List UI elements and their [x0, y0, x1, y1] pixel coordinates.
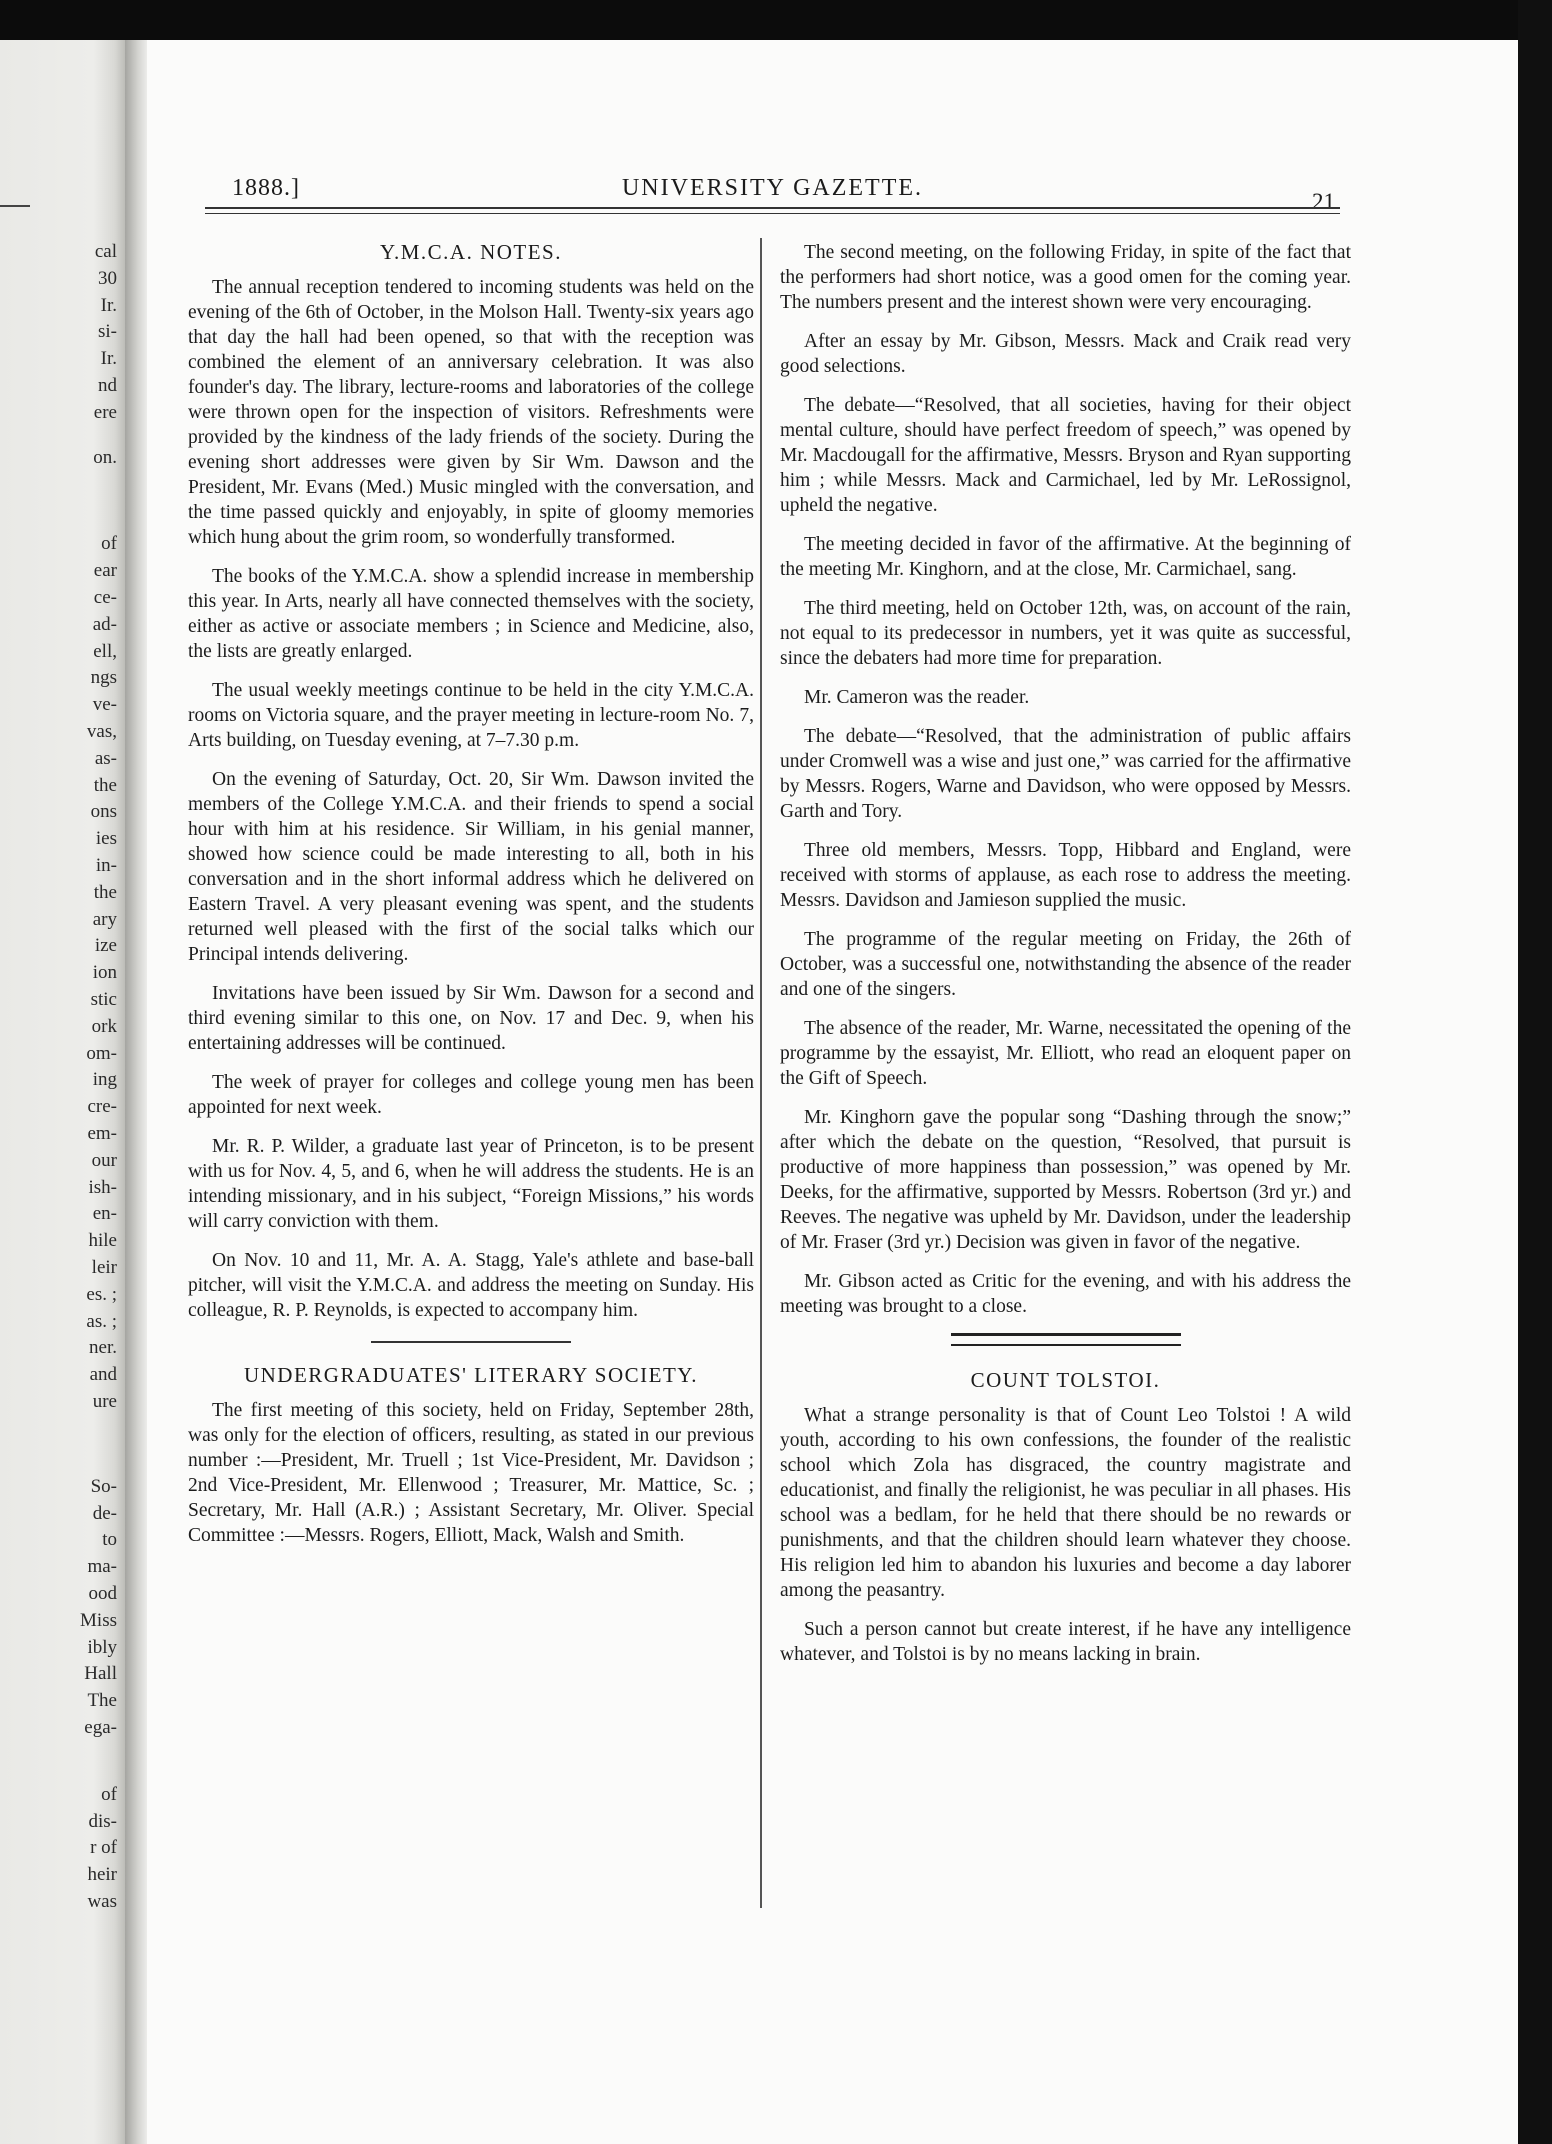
article-paragraph: The programme of the regular meeting on Friday, the 26th of October, was a successful one, notwithstanding the absence of the reader and one of the singers. [780, 929, 1351, 1000]
facing-page-fragment: cal [94, 241, 117, 262]
header-title: UNIVERSITY GAZETTE. [621, 175, 924, 201]
header-year: 1888.] [232, 175, 300, 201]
scan-right-border [1518, 0, 1552, 2144]
article-paragraph: Mr. R. P. Wilder, a graduate last year of Princeton, is to be present with us for Nov. 4, 5, and 6, when he will address the students. He is an intending missionary, and in his subject, “Foreign Missions,” his words will carry conviction with them. [188, 1136, 754, 1232]
facing-page-fragment: of [101, 1783, 117, 1805]
article-paragraph: The third meeting, held on October 12th, was, on account of the rain, not equal to its predecessor in numbers, yet it was quite as successful, since the debaters had more time for preparation. [780, 598, 1351, 669]
article-paragraph: On Nov. 10 and 11, Mr. A. A. Stagg, Yale's athlete and base-ball pitcher, will visit the Y.M.C.A. and address the meeting on Sunday. His colleague, R. P. Reynolds, is expected to accompany him. [188, 1250, 754, 1321]
facing-page-fragment: nd [98, 375, 117, 396]
article-paragraph: Such a person cannot but create interest, if he have any intelligence whatever, and Tolstoi is by no means lacking in brain. [780, 1619, 1351, 1665]
article-paragraph: The first meeting of this society, held on Friday, September 28th, was only for the election of officers, resulting, as stated in our previous number :—President, Mr. Truell ; 1st Vice-President, Mr. Davidson ; 2nd Vice-President, Mr. Ellenwood ; Treasurer, Mr. Mattice, Sc. ; Secretary, Mr. Hall (A.R.) ; Assistant Secretary, Mr. Oliver. Special Committee :—Messrs. Rogers, Elliott, Mack, Walsh and Smith. [188, 1400, 754, 1546]
facing-page-fragment: ve- [92, 694, 117, 716]
facing-page-fragment: ary [92, 908, 117, 930]
left-column [188, 240, 754, 1562]
facing-page-fragment: hile [88, 1230, 117, 1252]
facing-page-fragment: ons [90, 801, 117, 823]
article-paragraph: After an essay by Mr. Gibson, Messrs. Mack and Craik read very good selections. [780, 331, 1351, 377]
facing-page-fragment: ies [95, 828, 117, 850]
facing-page-rule [0, 205, 30, 207]
facing-page-fragment: ood [88, 1583, 117, 1604]
facing-page-fragment: si- [98, 321, 117, 343]
facing-page-fragment: to [102, 1529, 117, 1551]
literary-society-article [188, 1363, 754, 1548]
facing-page-fragment: So- [90, 1475, 117, 1497]
facing-page-fragment: vas, [86, 721, 117, 742]
article-paragraph: On the evening of Saturday, Oct. 20, Sir Wm. Dawson invited the members of the College Y.M.C.A. and their friends to spend a social hour with him at his residence. Sir William, in his genial manner, showed how science could be made interesting to all, both in his conversation and in the short informal address which he delivered on Eastern Travel. A very pleasant evening was spent, and the students returned well pleased with the first of the social talks which our Principal intends delivering. [188, 769, 754, 965]
facing-page-fragment: ure [92, 1391, 117, 1412]
facing-page-fragment: ion [92, 962, 117, 984]
facing-page-fragment: of [101, 533, 117, 555]
facing-page-fragment: leir [91, 1257, 117, 1278]
facing-page-fragment: de- [92, 1502, 117, 1524]
facing-page-fragment: en- [92, 1203, 117, 1225]
facing-page-fragment: ega- [84, 1717, 117, 1738]
facing-page-fragment: on. [93, 446, 117, 468]
facing-page-fragment: ner. [89, 1337, 117, 1359]
facing-page-fragment: Ir. [100, 294, 117, 316]
article-paragraph: What a strange personality is that of Count Leo Tolstoi ! A wild youth, according to his own confessions, the founder of the realistic school which Zola has disgraced, the country magistrate and educationist, and finally the religionist, he was peculiar in all phases. His school was a bedlam, for he held that there should be no rewards or punishments, and that the children should learn whatever they choose. His religion led him to abandon his luxuries and become a day laborer among the peasantry. [780, 1405, 1351, 1601]
article-paragraph: Invitations have been issued by Sir Wm. Dawson for a second and third evening similar to this one, on Nov. 17 and Dec. 9, when his entertaining addresses will be continued. [188, 983, 754, 1054]
article-paragraph: Three old members, Messrs. Topp, Hibbard and England, were received with storms of applause, as each rose to address the meeting. Messrs. Davidson and Jamieson supplied the music. [780, 840, 1351, 911]
header-rule [205, 207, 1340, 214]
facing-page-fragment: our [91, 1149, 117, 1171]
article-paragraph: The meeting decided in favor of the affirmative. At the beginning of the meeting Mr. Kinghorn, and at the close, Mr. Carmichael, sang. [780, 534, 1351, 580]
facing-page-fragment: Miss [80, 1609, 117, 1631]
facing-page-fragment: the [93, 774, 117, 796]
facing-page-fragment: 30 [98, 267, 117, 289]
facing-page-fragment: ing [92, 1069, 117, 1091]
ymca-notes-article [188, 240, 754, 1323]
facing-page-fragment: heir [87, 1864, 117, 1886]
facing-page-fragment: The [87, 1690, 117, 1712]
facing-page-fragment: ish- [88, 1176, 117, 1198]
facing-page-fragment: ibly [87, 1636, 117, 1658]
page-number: 21 [1312, 189, 1335, 214]
right-column [780, 240, 1351, 1681]
facing-page-fragment: cre- [87, 1096, 117, 1118]
ymca-notes-heading: Y.M.C.A. NOTES. [380, 240, 562, 264]
facing-page-fragment: dis- [88, 1810, 117, 1832]
count-tolstoi-article [780, 1368, 1351, 1667]
facing-page-fragment: ere [93, 401, 117, 423]
facing-page-fragment: in- [95, 855, 117, 876]
article-paragraph: The week of prayer for colleges and college young men has been appointed for next week. [188, 1072, 754, 1118]
literary-society-continued [780, 240, 1351, 1319]
article-paragraph: The usual weekly meetings continue to be held in the city Y.M.C.A. rooms on Victoria square, and the prayer meeting in lecture-room No. 7, Arts building, on Tuesday evening, at 7–7.30 p.m. [188, 680, 754, 751]
section-separator [371, 1341, 571, 1343]
literary-society-heading: UNDERGRADUATES' LITERARY SOCIETY. [243, 1363, 699, 1387]
article-paragraph: The second meeting, on the following Friday, in spite of the fact that the performers had short notice, was a good omen for the coming year. The numbers present and the interest shown were very encouraging. [780, 242, 1351, 313]
facing-page-fragment: ad- [92, 613, 117, 635]
facing-page-fragment: em- [87, 1123, 117, 1144]
facing-page-fragment: Ir. [100, 348, 117, 370]
facing-page-fragment: Hall [84, 1663, 117, 1685]
facing-page-edge [0, 40, 125, 2144]
facing-page-fragment: es. ; [86, 1283, 117, 1305]
count-tolstoi-heading: COUNT TOLSTOI. [970, 1368, 1161, 1392]
facing-page-fragment: ce- [93, 587, 117, 608]
facing-page-fragment: ork [91, 1015, 117, 1037]
article-paragraph: Mr. Cameron was the reader. [804, 687, 1030, 708]
article-paragraph: Mr. Gibson acted as Critic for the evening, and with his address the meeting was brought to a close. [780, 1271, 1351, 1317]
article-paragraph: The books of the Y.M.C.A. show a splendid increase in membership this year. In Arts, nearly all have connected themselves with the society, either as active or associate members ; in Science and Medicine, also, the lists are greatly enlarged. [188, 566, 754, 662]
article-paragraph: The absence of the reader, Mr. Warne, necessitated the opening of the programme by the essayist, Mr. Elliott, who read an eloquent paper on the Gift of Speech. [780, 1018, 1351, 1089]
book-gutter [125, 40, 147, 2144]
facing-page-fragment: as. ; [86, 1310, 117, 1332]
article-paragraph: The debate—“Resolved, that the administration of public affairs under Cromwell was a wise and just one,” was carried for the affirmative by Messrs. Rogers, Warne and Davidson, who were opposed by Messrs. Garth and Tory. [780, 726, 1351, 822]
page-header [200, 175, 1345, 214]
facing-page-fragment: om- [86, 1042, 117, 1064]
article-paragraph: Mr. Kinghorn gave the popular song “Dashing through the snow;” after which the debate on the question, “Resolved, that pursuit is productive of more happiness than possession,” was opened by Mr. Deeks, for the affirmative, supported by Messrs. Robertson (3rd yr.) and Reeves. The negative was upheld by Mr. Davidson, under the leadership of Mr. Fraser (3rd yr.) Decision was given in favor of the negative. [780, 1107, 1351, 1253]
facing-page-fragment: r of [90, 1837, 117, 1859]
column-divider [760, 238, 762, 1908]
facing-page-fragment: stic [90, 989, 117, 1010]
scan-top-border [0, 0, 1552, 40]
facing-page-fragment: ngs [90, 667, 117, 689]
facing-page-fragment: the [93, 881, 117, 903]
facing-page-fragment: as- [94, 747, 117, 769]
facing-page-fragment: ma- [87, 1556, 117, 1578]
facing-page-fragment: was [87, 1891, 117, 1912]
facing-page-fragment: ear [93, 560, 117, 582]
facing-page-fragment: ell, [93, 640, 117, 662]
article-paragraph: The debate—“Resolved, that all societies, having for their object mental culture, should have perfect freedom of speech,” was opened by Mr. Macdougall for the affirmative, Messrs. Bryson and Ryan supporting him ; while Messrs. Mack and Carmichael, led by Mr. LeRossignol, upheld the negative. [780, 395, 1351, 516]
facing-page-fragment: ize [94, 935, 117, 957]
section-separator-double [951, 1333, 1181, 1346]
facing-page-fragment: and [89, 1364, 117, 1386]
article-paragraph: The annual reception tendered to incoming students was held on the evening of the 6th of October, in the Molson Hall. Twenty-six years ago that day the hall had been opened, so that with the reception was combined the element of an anniversary celebration. It was also founder's day. The library, lecture-rooms and laboratories of the college were thrown open for the inspection of visitors. Refreshments were provided by the kindness of the lady friends of the society. During the evening short addresses were given by Sir Wm. Dawson and the President, Mr. Evans (Med.) Music mingled with the conversation, and the time passed quickly and enjoyably, in spite of gloomy memories which hung about the grim room, so wonderfully transformed. [188, 277, 754, 548]
